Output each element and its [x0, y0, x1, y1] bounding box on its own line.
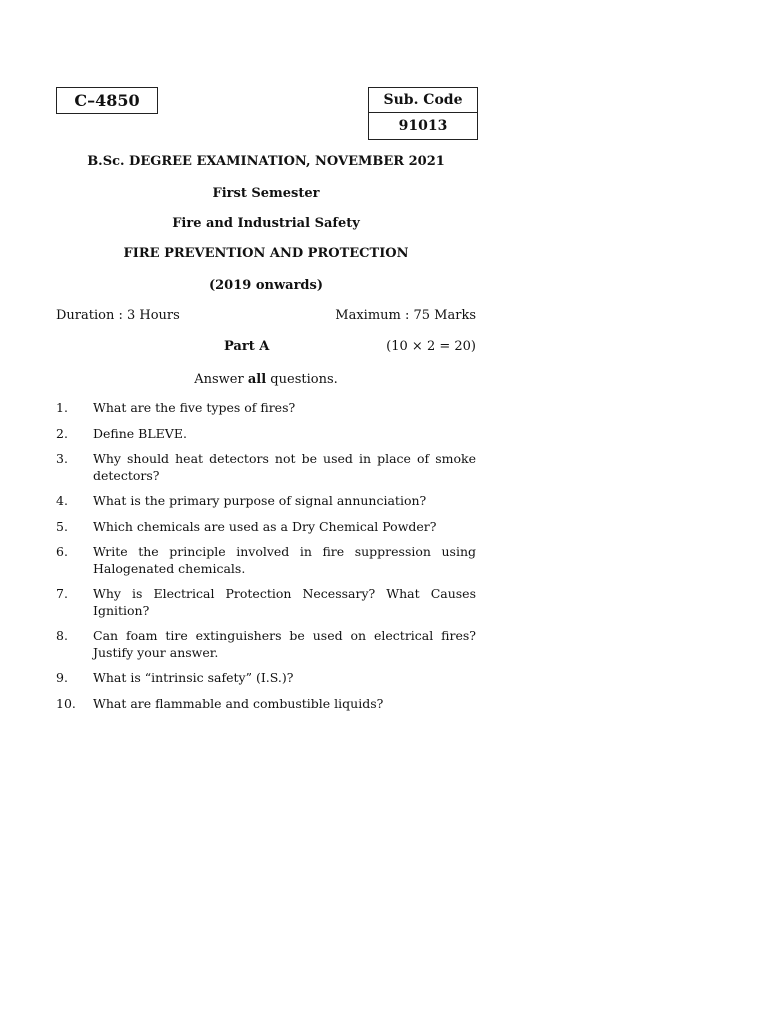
duration-marks-row	[56, 308, 476, 323]
subject-title: FIRE PREVENTION AND PROTECTION	[123, 246, 409, 261]
question-item	[56, 696, 476, 713]
question-number: 6.	[56, 544, 68, 559]
question-item	[56, 426, 476, 443]
part-a-instruction	[56, 372, 476, 387]
question-list	[56, 400, 476, 721]
question-item	[56, 493, 476, 510]
question-text: Why should heat detectors not be used in place of smoke detectors?	[93, 451, 476, 483]
question-number: 8.	[56, 628, 68, 643]
part-a-marks: (10 × 2 = 20)	[386, 339, 476, 354]
question-item	[56, 670, 476, 687]
question-number: 4.	[56, 493, 68, 508]
question-number: 2.	[56, 425, 68, 441]
semester: First Semester	[212, 186, 320, 201]
question-number: 9.	[56, 670, 68, 685]
question-text: Define BLEVE.	[93, 425, 187, 441]
question-item	[56, 400, 476, 417]
question-text: Why is Electrical Protection Necessary? What Causes Ignition?	[93, 586, 476, 618]
question-item	[56, 544, 476, 577]
part-a-title: Part A	[224, 339, 270, 354]
question-text: What are the five types of fires?	[93, 400, 296, 415]
question-text: Write the principle involved in fire suppression using Halogenated chemicals.	[93, 544, 476, 576]
instruction-post: questions.	[266, 372, 338, 387]
instruction-bold: all	[247, 372, 267, 387]
question-item	[56, 519, 476, 536]
question-text: Which chemicals are used as a Dry Chemical Powder?	[93, 518, 437, 534]
question-number: 3.	[56, 451, 68, 466]
sub-code-box	[368, 87, 478, 140]
paper-code-box	[56, 87, 158, 114]
paper-code: C–4850	[74, 91, 140, 110]
question-item	[56, 628, 476, 661]
question-number: 1.	[56, 400, 68, 415]
max-marks: Maximum : 75 Marks	[335, 308, 476, 323]
question-item	[56, 586, 476, 619]
question-item	[56, 451, 476, 484]
question-text: What are flammable and combustible liquids?	[93, 695, 384, 711]
question-text: Can foam tire extinguishers be used on electrical fires? Justify your answer.	[93, 628, 476, 660]
instruction-pre: Answer	[194, 372, 248, 387]
exam-title: B.Sc. DEGREE EXAMINATION, NOVEMBER 2021	[87, 154, 445, 169]
sub-code-value: 91013	[369, 112, 477, 139]
question-number: 5.	[56, 518, 68, 534]
question-text: What is the primary purpose of signal annunciation?	[93, 493, 427, 508]
sub-code-label: Sub. Code	[383, 92, 463, 108]
question-number: 7.	[56, 586, 68, 601]
question-text: What is “intrinsic safety” (I.S.)?	[93, 670, 294, 685]
program: Fire and Industrial Safety	[172, 216, 360, 231]
scheme: (2019 onwards)	[208, 278, 323, 293]
question-number: 10.	[56, 695, 76, 711]
duration: Duration : 3 Hours	[56, 308, 180, 323]
